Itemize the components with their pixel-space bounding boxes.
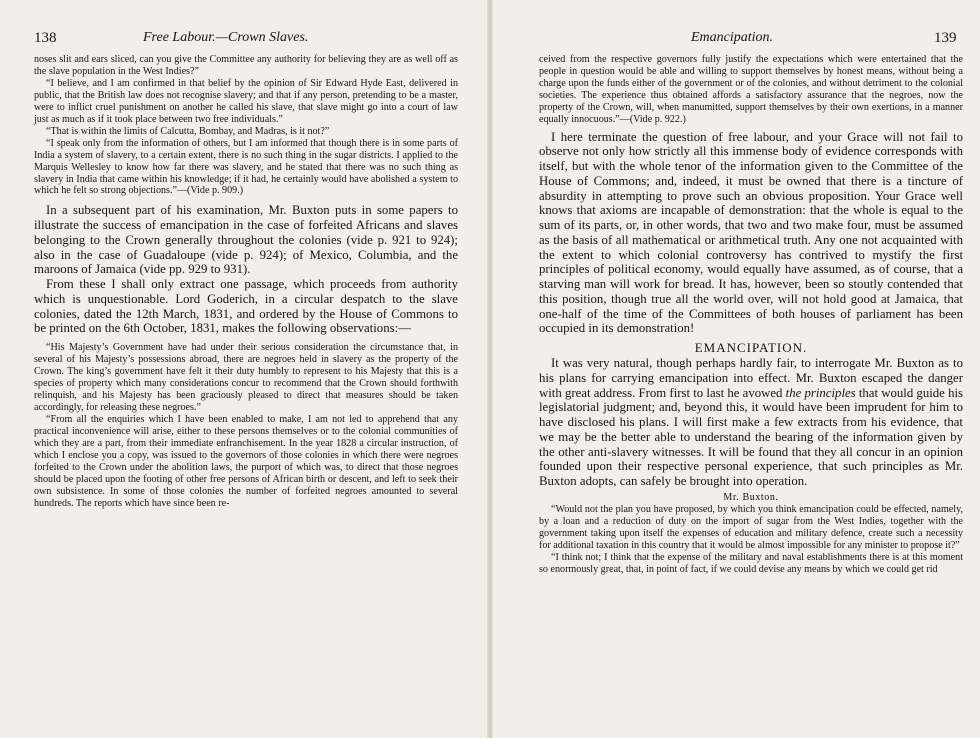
right-page [493, 0, 980, 738]
paragraph: “That is within the limits of Calcutta, Bombay, and Madras, is it not?” [46, 125, 330, 137]
paragraph: noses slit and ears sliced, can you give the Committee any authority for believing they are as well off as the slave population in the West Indies?” [34, 54, 458, 77]
running-head: Free Labour.—Crown Slaves. [143, 30, 309, 45]
paragraph: From these I shall only extract one passage, which proceeds from authority which is unquestionable. Lord Goderich, in a circular despatch to the slave colonies, dated the 12th March, 1831, and ordered by the House of Commons to be printed on the 6th October, 1831, makes the following observations:— [34, 277, 458, 336]
section-heading: EMANCIPATION. [694, 340, 808, 356]
paragraph: “From all the enquiries which I have been enabled to make, I am not led to apprehend that any practical inconvenience will arise, either to these persons themselves or to the colonial communities of which they are a part, from their immediate enfranchisement. In the year 1828 a circular instruction, of which I enclose you a copy, was issued to the governors of those colonies in which there were negroes forfeited to the Crown under the abolition laws, the purport of which was, to direct that those negroes should be placed upon the footing of other free persons of African birth or descent, and left to seek their own subsistence. In some of those colonies the number of forfeited negroes amounted to several hundreds. The reports which have since been re- [34, 413, 458, 509]
paragraph: In a subsequent part of his examination, Mr. Buxton puts in some papers to illustrate the success of emancipation in the case of forfeited Africans and slaves belonging to the Crown generally throughout the colonies (vide p. 921 to 924); also in the case of Guadaloupe (vide p. 924); of Mexico, Columbia, and the maroons of Jamaica (vide pp. 929 to 931). [34, 203, 458, 277]
paragraph: “I believe, and I am confirmed in that belief by the opinion of Sir Edward Hyde East, delivered in public, that the British law does not recognise slavery; and that if any person, pretending to be a master, were to inflict cruel punishment on another he called his slave, that slave might go into a court of law just as much as if it took place between two free individuals.” [34, 77, 458, 125]
paragraph: “His Majesty’s Government have had under their serious consideration the circumstance that, in several of his Majesty’s possessions abroad, there are negroes held in slavery as the property of the Crown. The king’s government have felt it their duty humbly to represent to his Majesty that this is a species of property which many considerations concur to recommend that the Crown should forthwith relinquish, and his Majesty has been graciously pleased to direct that measures should be taken accordingly, for releasing these negroes.” [34, 342, 458, 413]
running-head: Emancipation. [691, 30, 774, 45]
paragraph: I here terminate the question of free labour, and your Grace will not fail to observe not only how strictly all this immense body of evidence corresponds with itself, but with the whole tenor of the information given to the Committee of the House of Commons; and, indeed, it must be owned that there is a tincture of absurdity in attempting to prove such an obvious proposition. Your Grace well knows that axioms are incapable of demonstration: that the whole is equal to the sum of its parts, or, in other words, that two and two make four, must be assumed as the basis of all mathematical or arithmetical truth. Any one not acquainted with the extent to which colonial controversy has contrived to mystify the first principles of political economy, would equally have assumed, as of course, that a starving man will work for bread. It has, however, been so stoutly contended that this position, though true all the world over, will not hold good at Jamaica, that one-half of the time of the Committees of both houses of parliament has been occupied in its demonstration! [539, 129, 963, 336]
page-number: 139 [934, 30, 957, 46]
paragraph [539, 356, 963, 489]
paragraph: ceived from the respective governors fully justify the expectations which were entertained that the people in question would be able and willing to support themselves by honest means, without being a charge upon the funds either of the government or of the colonies, and without detriment to the colonial societies. The experience thus obtained affords a satisfactory assurance that the negroes, now the property of the Crown, will, when manumitted, support themselves by their own exertions, in a manner equally innocuous.”—(Vide p. 922.) [539, 54, 963, 125]
paragraph-text: that would guide his legislatorial judgment; and, beyond this, it would have been imprudent for him to have disclosed his plans. I will first make a few extracts from his evidence, that we may be the better able to understand the bearing of the information given by the other anti-slavery witnesses. It will be found that they all concur in an opinion founded upon their respective personal experience, that such principles as Mr. Buxton adopts, can safely be brought into operation. [539, 385, 963, 489]
page-number: 138 [34, 30, 57, 46]
paragraph: “I speak only from the information of others, but I am informed that though there is in some parts of India a system of slavery, to a certain extent, there is no such thing in the sugar districts. I applied to the Marquis Wellesley to know how far there was slavery, and he stated that there was no such thing as slavery in India that came within his knowledge; if it had, he certainly would have abolished a system to which he felt so strong objections.”—(Vide p. 909.) [34, 137, 458, 197]
text-column [539, 54, 963, 576]
text-column [34, 54, 458, 510]
paragraph: “I think not; I think that the expense of the military and naval establishments there is at this moment so enormously great, that, in point of fact, if we could devise any means by which we could get rid [539, 551, 963, 575]
paragraph: “Would not the plan you have proposed, by which you think emancipation could be effected, namely, by a loan and a reduction of duty on the import of sugar from the West Indies, together with the government taking upon itself the expenses of education and military defence, create such a necessity for additional taxation in this country that it would be almost impossible for any minister to propose it?” [539, 503, 963, 551]
paragraph-text: It was very natural, though perhaps hardly fair, to interrogate Mr. Buxton as to his plans for carrying emancipation into effect. Mr. Buxton escaped the danger with great address. From first to last he avowed [539, 356, 963, 400]
speaker-label: Mr. Buxton. [723, 491, 779, 503]
emphasis: the principles [785, 385, 856, 400]
left-page [0, 0, 487, 738]
